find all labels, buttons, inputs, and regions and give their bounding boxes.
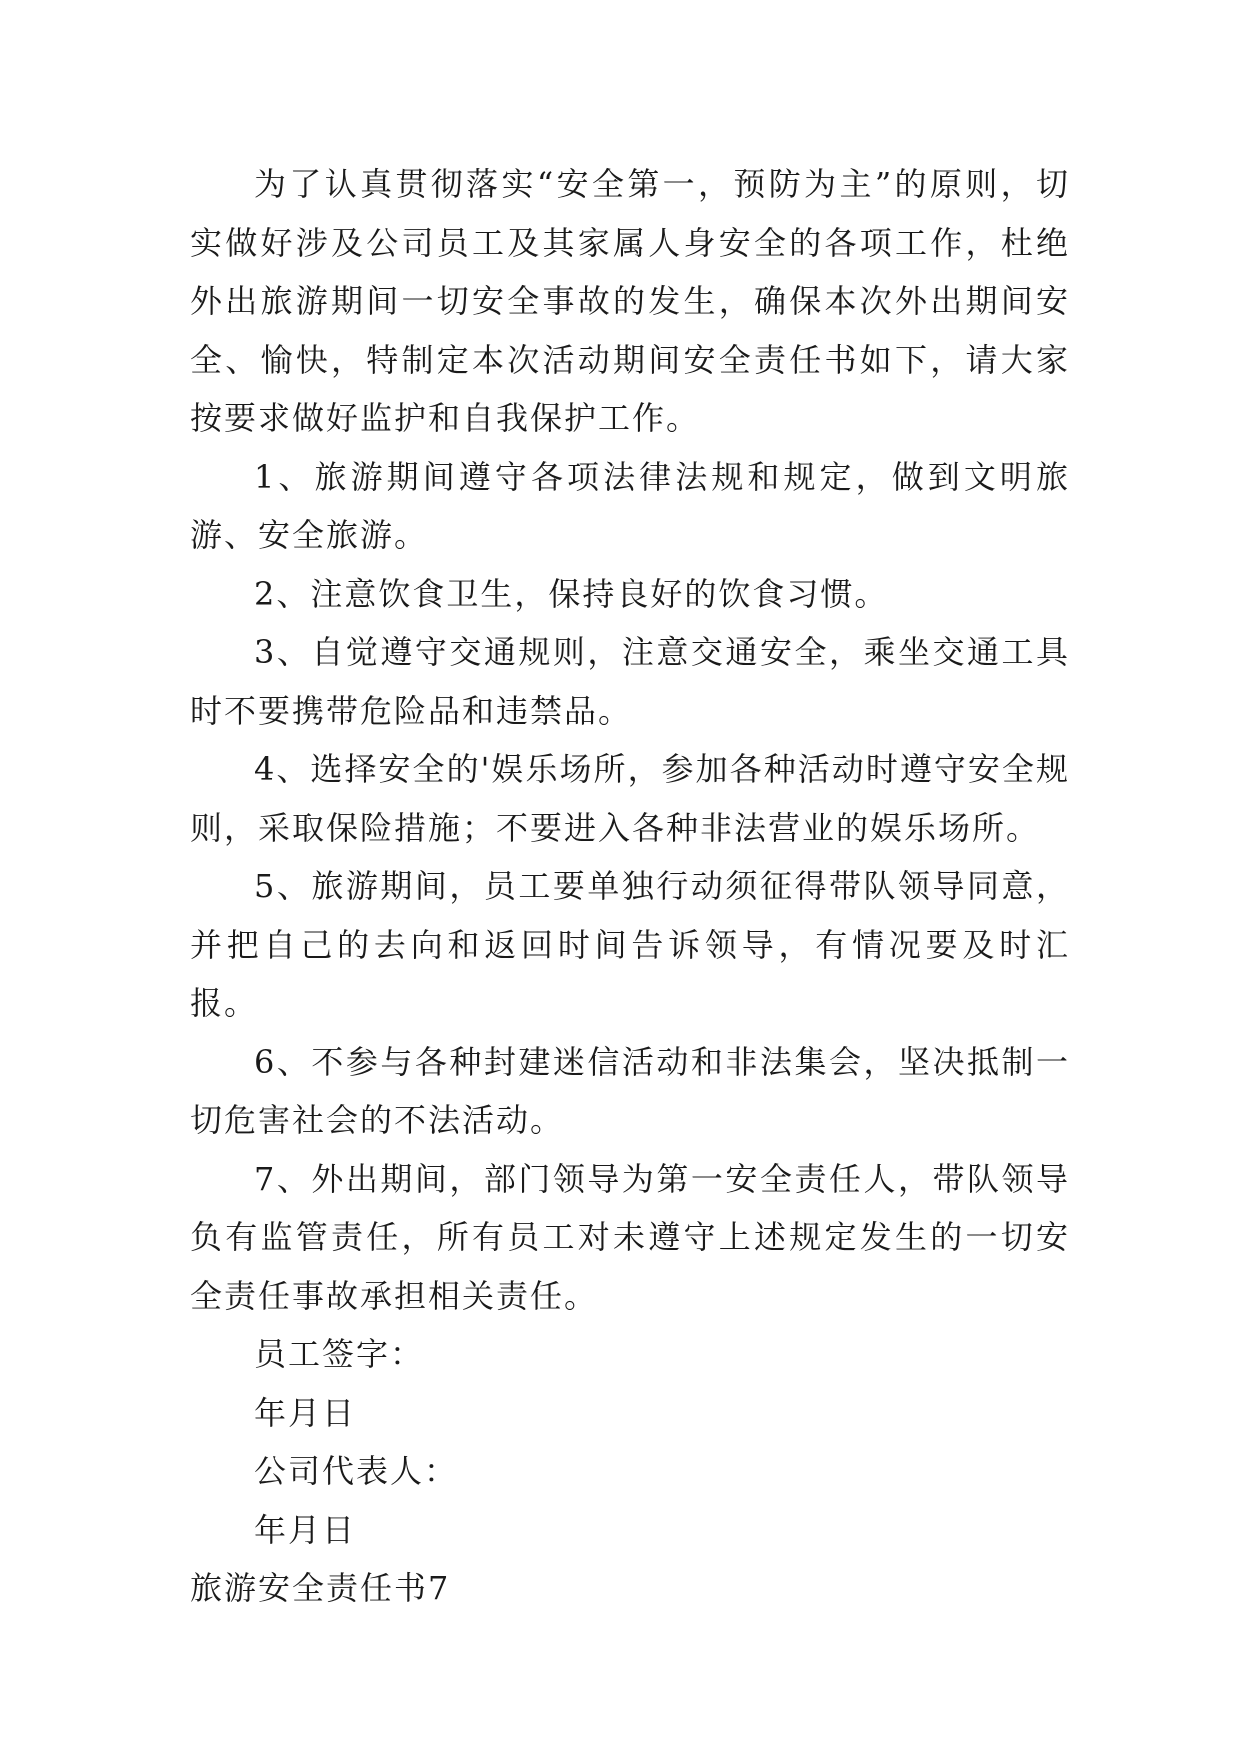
company-date: 年月日 [254, 1510, 357, 1549]
clause-1: 1、旅游期间遵守各项法律法规和规定，做到文明旅游、安全旅游。 [190, 457, 1070, 554]
clause-4: 4、选择安全的'娱乐场所，参加各种活动时遵守安全规则，采取保险措施；不要进入各种非法营业的娱乐场所。 [190, 750, 1070, 847]
company-representative-label: 公司代表人： [254, 1452, 459, 1490]
clause-3: 3、自觉遵守交通规则，注意交通安全，乘坐交通工具时不要携带危险品和违禁品。 [190, 633, 1070, 730]
employee-signature-label: 员工签字： [254, 1335, 425, 1373]
intro-paragraph: 为了认真贯彻落实“安全第一，预防为主”的原则，切实做好涉及公司员工及其家属人身安全的各项工作，杜绝外出旅游期间一切安全事故的发生，确保本次外出期间安全、愉快，特制定本次活动期间安全责任书如下，请大家按要求做好监护和自我保护工作。 [190, 165, 1070, 437]
clause-6: 6、不参与各种封建迷信活动和非法集会，坚决抵制一切危害社会的不法活动。 [190, 1042, 1070, 1139]
employee-date: 年月日 [254, 1393, 357, 1432]
clause-7: 7、外出期间，部门领导为第一安全责任人，带队领导负有监管责任，所有员工对未遵守上述规定发生的一切安全责任事故承担相关责任。 [190, 1159, 1070, 1315]
next-section-title: 旅游安全责任书7 [190, 1569, 451, 1607]
document-body [190, 155, 1070, 1618]
clause-5: 5、旅游期间，员工要单独行动须征得带队领导同意，并把自己的去向和返回时间告诉领导，有情况要及时汇报。 [190, 867, 1070, 1022]
clause-2: 2、注意饮食卫生，保持良好的饮食习惯。 [254, 574, 889, 613]
